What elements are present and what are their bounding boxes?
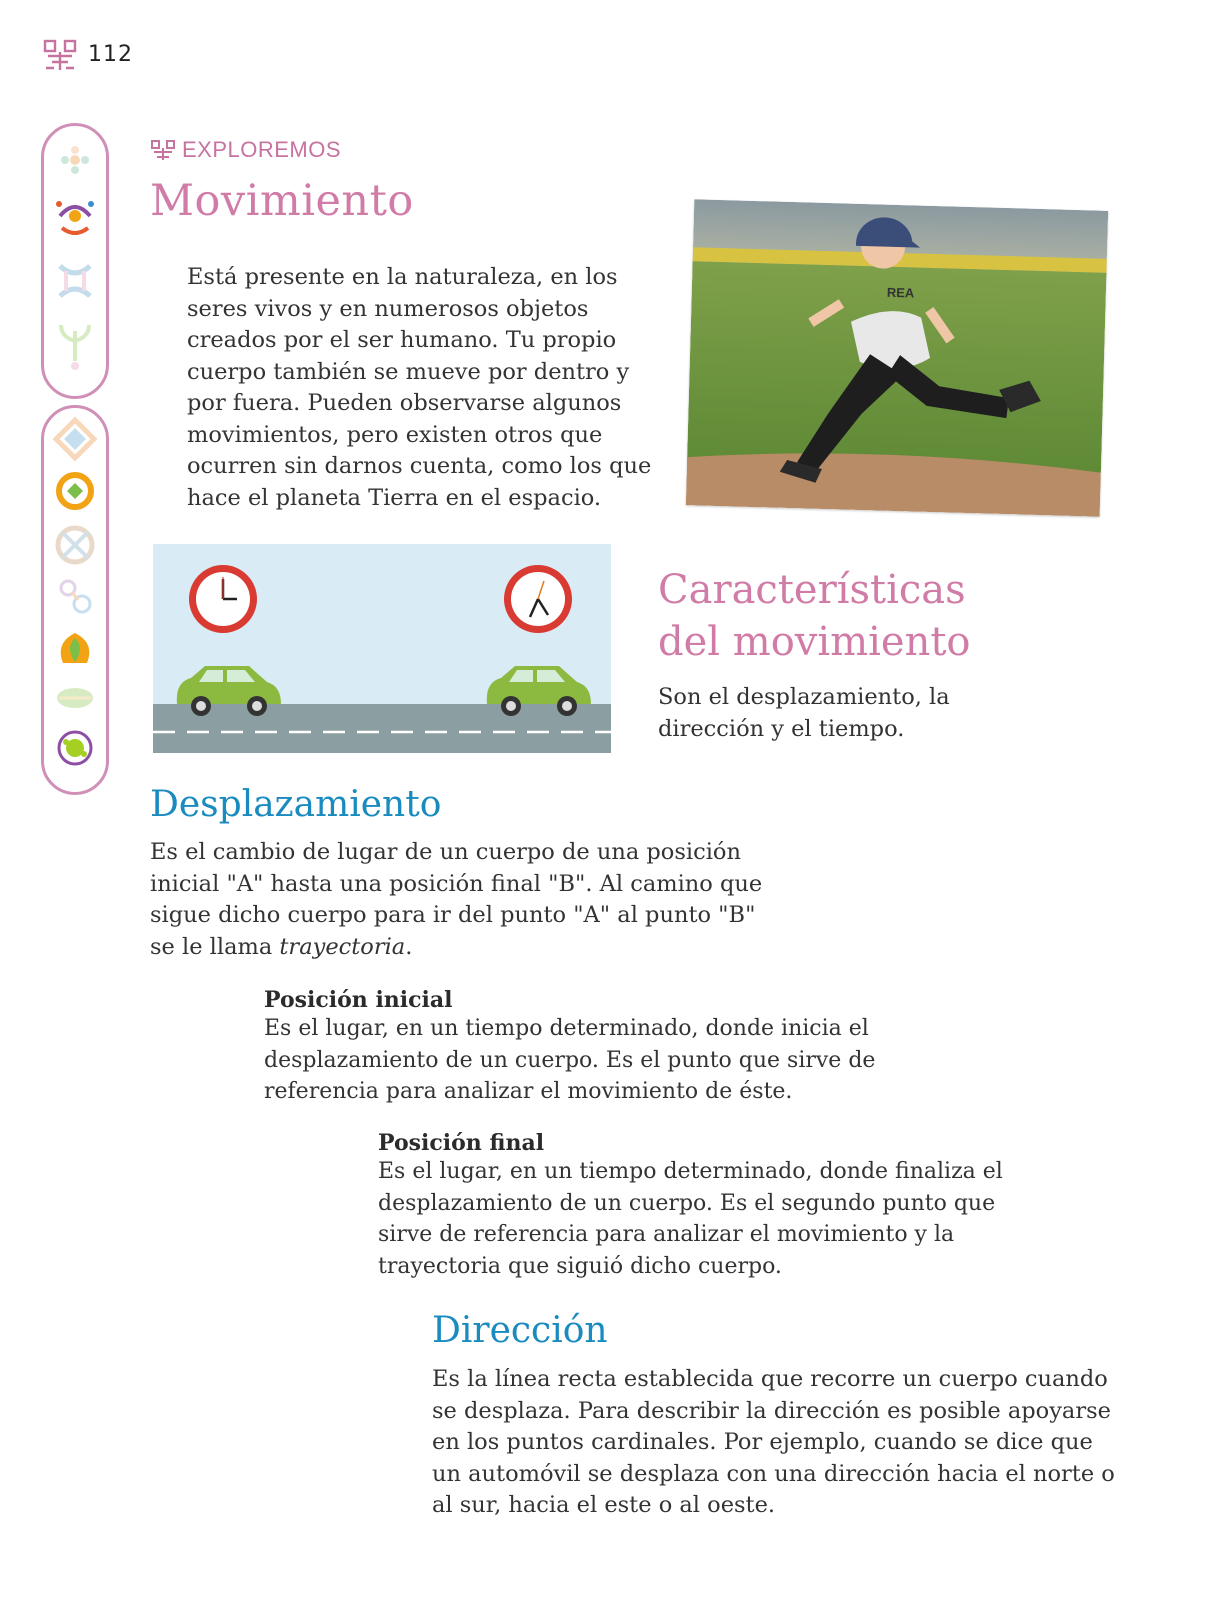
- section-label: [150, 137, 341, 163]
- side-nav-bottom: [41, 405, 109, 795]
- displacement-text-main: Es el cambio de lugar de un cuerpo de una posición inicial "A" hasta una posición final "B". Al camino que sigue dicho cuerpo para ir del punto "A" al punto "B" se le llama: [150, 839, 763, 960]
- final-position-block: [378, 1130, 1008, 1282]
- characteristics-title-line2: del movimiento: [658, 619, 971, 665]
- motion-diagram: [153, 544, 611, 753]
- knot-icon[interactable]: [60, 266, 90, 296]
- page-ornament-icon: [42, 38, 78, 72]
- atom-icon[interactable]: [61, 581, 90, 612]
- splash-icon[interactable]: [59, 732, 91, 764]
- characteristics-title: [658, 564, 971, 668]
- section-ornament-icon: [150, 139, 176, 161]
- initial-position-text: Es el lugar, en un tiempo determinado, donde inicia el desplazamiento de un cuerpo. Es el punto que sirve de referencia para analizar el movimiento de éste.: [264, 1016, 876, 1104]
- side-nav-top: [41, 123, 109, 399]
- turtle-icon[interactable]: [57, 688, 93, 708]
- jersey-text: REA: [886, 284, 915, 301]
- compass-icon[interactable]: [58, 528, 92, 562]
- lotus-icon[interactable]: [61, 633, 90, 663]
- intro-paragraph: Está presente en la naturaleza, en los seres vivos y en numerosos objetos creados por el ser humano. Tu propio cuerpo también se mueve por dentro y por fuera. Pueden observarse algunos movimientos, pero existen otros que ocurren sin darnos cuenta, como los que hace el planeta Tierra en el espacio.: [187, 264, 652, 511]
- direction-title: Dirección: [432, 1310, 608, 1351]
- clock-start-icon: [189, 565, 257, 633]
- sun-figure-icon[interactable]: [56, 201, 94, 233]
- final-position-text: Es el lugar, en un tiempo determinado, donde finaliza el desplazamiento de un cuerpo. Es el segundo punto que sirve de referencia para analizar el movimiento y la trayectoria que siguió dicho cuerpo.: [378, 1159, 1003, 1279]
- displacement-term: trayectoria: [279, 933, 406, 960]
- flower-icon[interactable]: [61, 146, 89, 174]
- clock-end-icon: [504, 565, 572, 633]
- final-position-heading: Posición final: [378, 1130, 545, 1156]
- ring-icon[interactable]: [59, 475, 91, 507]
- displacement-title: Desplazamiento: [150, 784, 442, 825]
- page-number: 112: [88, 42, 133, 67]
- initial-position-heading: Posición inicial: [264, 987, 453, 1013]
- section-label-text: EXPLOREMOS: [182, 137, 342, 162]
- displacement-text-end: .: [405, 933, 413, 960]
- running-child-photo: [686, 199, 1108, 516]
- page-title: Movimiento: [150, 176, 414, 226]
- characteristics-title-line1: Características: [658, 567, 966, 613]
- displacement-text: [150, 837, 770, 963]
- sprout-icon[interactable]: [61, 325, 89, 370]
- characteristics-text: Son el desplazamiento, la dirección y el tiempo.: [658, 684, 950, 742]
- direction-text: Es la línea recta establecida que recorre un cuerpo cuando se desplaza. Para describir la dirección es posible apoyarse en los puntos cardinales. Por ejemplo, cuando se dice que un automóvil se desplaza con una dirección hacia el norte o al sur, hacia el este o al oeste.: [432, 1366, 1115, 1518]
- initial-position-block: [264, 987, 884, 1108]
- diamond-icon[interactable]: [56, 420, 94, 458]
